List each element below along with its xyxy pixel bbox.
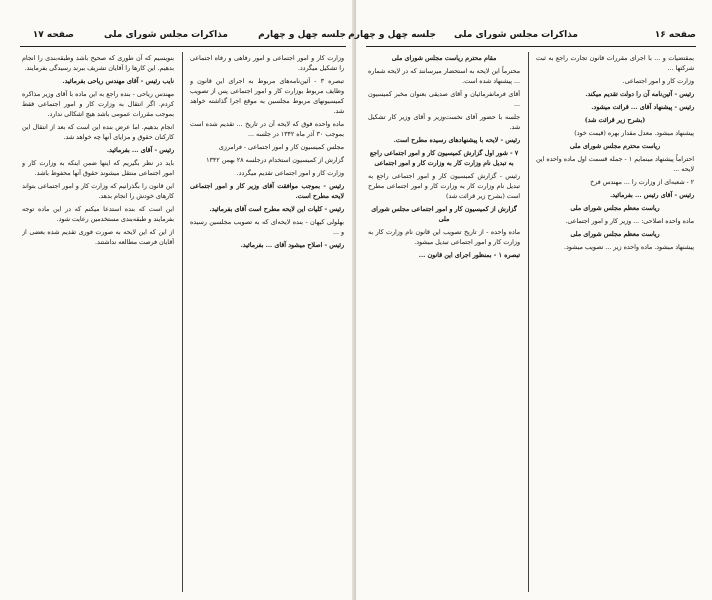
heading: مقام محترم ریاست مجلس شورای ملی [391,55,497,62]
heading: ریاست معظم مجلس شورای ملی [570,205,660,212]
paragraph: ماده واحده فوق که لایحه آن در تاریخ ... تقدیم شده است بموجب ۳۰ آذر ماه ۱۳۴۲ در جلسه ... [190,121,344,138]
speaker-line: رئیس - لایحه با پیشنهادهای رسیده مطرح است. [393,137,520,144]
right-page [348,0,712,600]
paragraph: گزارش از کمیسیون استخدام درجلسه ۲۸ بهمن ۱۳۴۲ [206,157,344,164]
left-column-divider [182,52,183,592]
right-page-header [348,30,696,46]
paragraph: بهلولی کیهان - بنده لایحه‌ای که به تصویب مجلسین رسیده و ... [190,219,344,236]
speaker-line: رئیس - آقای ... بفرمائید. [106,147,174,154]
paragraph: تبصره ۳ - آئین‌نامه‌های مربوط به اجرای این قانون و وظایف مربوط بوزارت کار و امور اجتماعی پس از تصویب کمیسیونهای مربوط مجلسین به موقع اجرا گذاشته خواهد شد. [190,78,344,115]
right-page-number: صفحه ۱۶ [654,30,696,40]
paragraph: این قانون را بگذرانیم که وزارت کار و امور اجتماعی بتواند کارهای خودش را انجام بدهد. [22,183,174,200]
speaker-line: رئیس - اصلاح میشود آقای ... بفرمائید. [240,242,344,249]
paragraph: ماده واحده اصلاحی: ... وزیر کار و امور اجتماعی. [565,218,694,225]
paragraph: مهندس ریاحی - بنده راجع به این ماده با آقای وزیر مذاکره کردم. اگر انتقال به وزارت کار و امور اجتماعی فقط بموجب مقررات عمومی باشد هیچ اشکالی ندارد. [22,91,174,118]
paragraph: انجام بدهیم. اما عرض بنده این است که بعد از انتقال این کارکنان حقوق و مزایای آنها چه خواهد شد. [22,124,174,141]
speaker-line: رئیس - آقای رئیس ... بفرمائید. [609,192,694,199]
left-header-rule [20,46,346,47]
right-page-title: مذاکرات مجلس شورای ملی [453,30,578,40]
left-page-session: جلسه چهل و چهارم [258,30,346,40]
heading: ریاست معظم مجلس شورای ملی [570,231,660,238]
paragraph: باید در نظر بگیریم که اینها ضمن اینکه به وزارت کار و امور اجتماعی منتقل میشوند حقوق آنها محفوظ باشد. [22,160,174,177]
paragraph: وزارت کار و امور اجتماعی و امور رفاهی و رفاه اجتماعی را تشکیل میگردد. [190,55,344,72]
heading: گزارش از کمیسیون کار و امور اجتماعی مجلس شورای ملی [371,206,517,223]
left-page-outer-column [22,54,174,594]
paragraph: محترماً این لایحه به استحضار میرسانند که در لایحه شماره ... پیشنهاد شده است. [368,68,520,85]
article-text: ماده واحده - از تاریخ تصویب این قانون نام وزارت کار به وزارت کار و امور اجتماعی تبدیل میشود. [368,229,520,246]
paragraph: بنویسیم که آن طوری که صحیح باشد وطبقه‌بندی را انجام بدهیم. این کارها را آقایان تشریف ببرند رسیدگی بفرمایند. [22,55,174,72]
left-page-number: صفحه ۱۷ [32,30,74,40]
left-page-title: مذاکرات مجلس شورای ملی [103,30,228,40]
right-column-divider [528,52,529,592]
paragraph: وزارت کار و امور اجتماعی تقدیم میگردد. [236,170,344,177]
paragraph: مجلس کمیسیون کار و امور اجتماعی - فرامرزی [218,144,344,151]
left-page-header [20,30,346,46]
paragraph: احتراماً پیشنهاد مینمایم ۱ - جمله قسمت اول ماده واحده این لایحه ... [536,156,694,173]
right-page-outer-column [536,54,694,594]
speaker-line: رئیس - کلیات این لایحه مطرح است آقای بفرمائید. [209,206,344,213]
speaker-line: رئیس - بموجب موافقت آقای وزیر کار و امور اجتماعی لایحه مطرح است. [190,183,344,200]
caption: (بشرح زیر قرائت شد) [584,117,646,124]
paragraph: آقای فرمانفرمائیان و آقای صدیقی بعنوان مخبر کمیسیون ... [368,91,520,108]
note-text: تبصره ۱ - بمنظور اجرای این قانون ... [418,252,520,259]
speaker-line: نایب رئیس - آقای مهندس ریاحی بفرمائید. [62,78,174,85]
speaker-line: رئیس - پیشنهاد آقای ... قرائت میشود. [591,104,694,111]
section-heading: ۷ - شور اول گزارش کمیسیون کار و امور اجتماعی راجع به تبدیل نام وزارت کار به وزارت کار و امور اجتماعی [369,150,519,167]
speaker-line: رئیس - گزارش کمیسیون کار و امور اجتماعی راجع به تبدیل نام وزارت کار به وزارت کار و امور اجتماعی مطرح است (بشرح زیر قرائت شد) [368,173,520,200]
paragraph: پیشنهاد میشود. ماده واحده زیر ... تصویب میشود. [563,244,694,251]
paragraph: پیشنهاد میشود. معدل مقدار بهره (قیمت خود) [574,130,694,137]
right-header-rule [366,46,696,47]
paragraph: ۲ - شعبه‌ای از وزارت را ... مهندس فرخ [590,179,694,186]
paragraph: جلسه با حضور آقای نخست‌وزیر و آقای وزیر کار تشکیل شد. [368,114,520,131]
speaker-line: رئیس - آئین‌نامه آن را دولت تقدیم میکند. [585,91,694,98]
paragraph: این است که بنده استدعا میکنم که در این ماده توجه بفرمایند و طبقه‌بندی مستخدمین رعایت شود. [22,206,174,223]
paragraph: بمقتضیات و ... با اجرای مقررات قانون تجارت راجع به ثبت شرکتها ... [536,55,694,72]
paragraph: از این که این لایحه به صورت فوری تقدیم شده بعضی از آقایان فرصت مطالعه نداشتند. [22,229,174,246]
heading: ریاست محترم مجلس شورای ملی [569,143,661,150]
right-page-session: جلسه چهل و چهارم [348,30,436,40]
left-page-inner-column [190,54,344,594]
right-page-inner-column [368,54,520,594]
paragraph: وزارت کار و امور اجتماعی. [622,78,694,85]
